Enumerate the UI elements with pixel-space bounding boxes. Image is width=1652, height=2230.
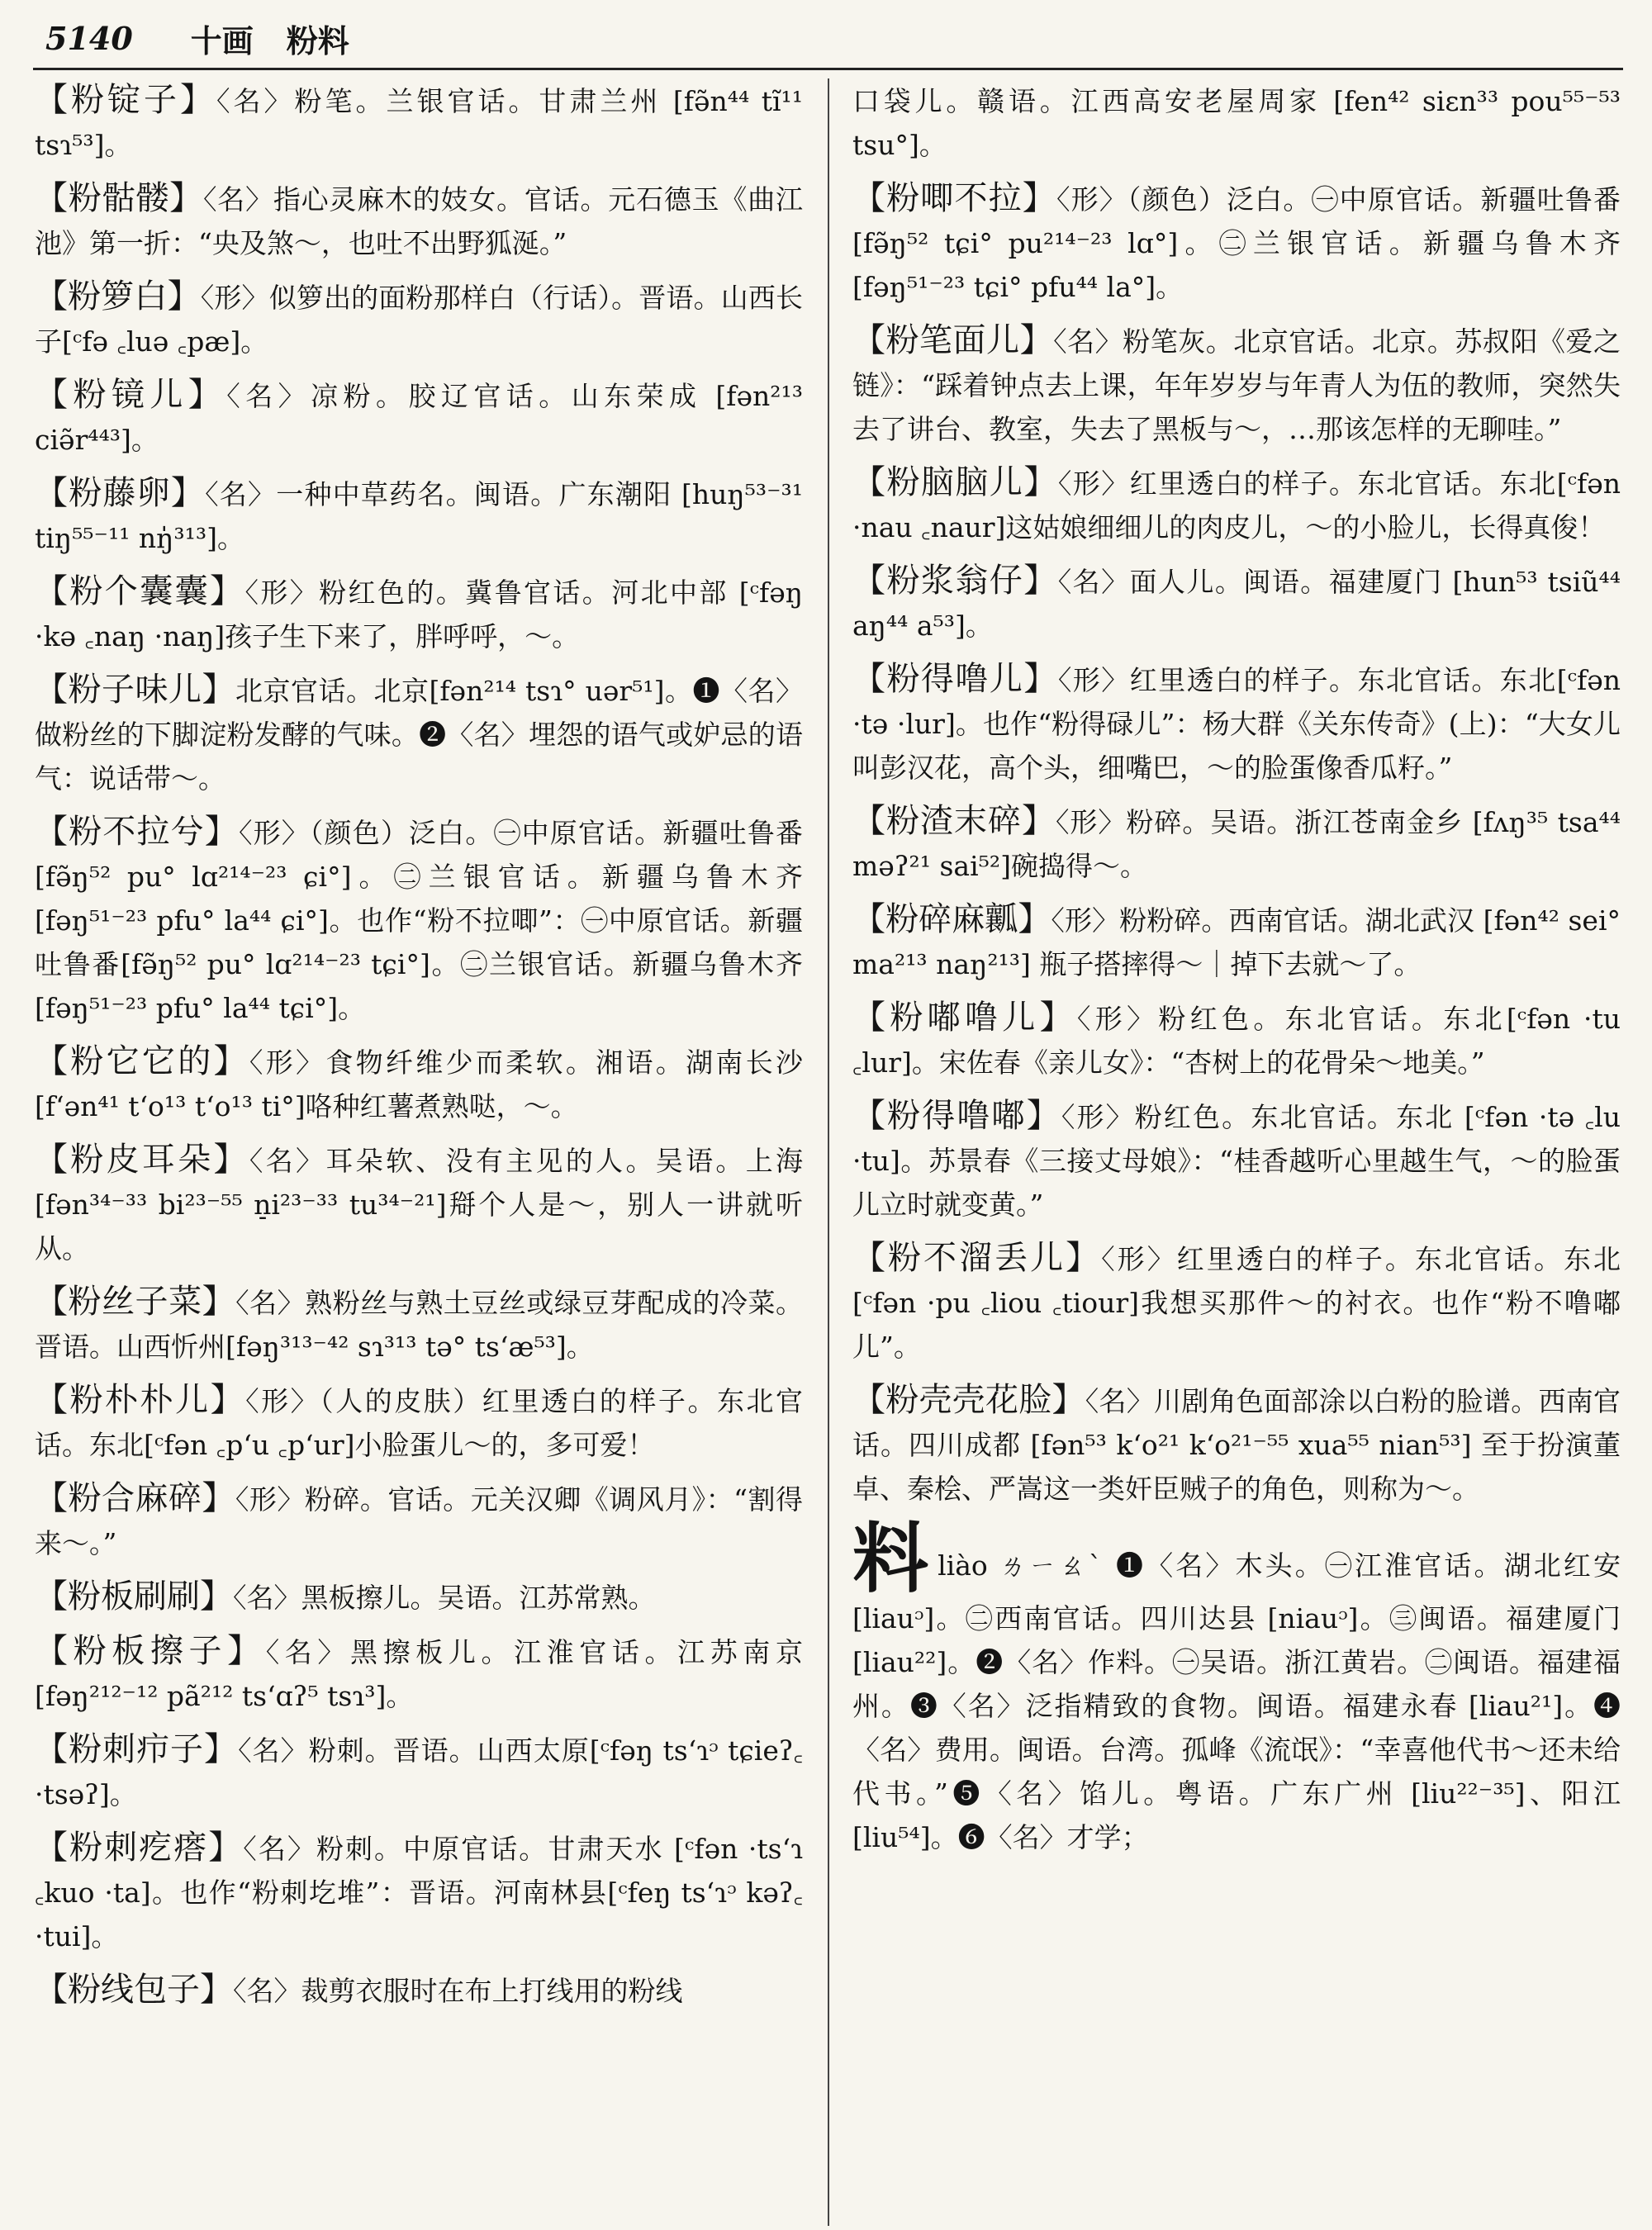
dictionary-entry — [35, 810, 803, 1030]
headword-character: 料 — [852, 1514, 932, 1603]
dictionary-entry — [35, 1575, 803, 1620]
dictionary-entry — [35, 1728, 803, 1816]
entry-headword: 【粉刺疖子】 — [35, 1730, 239, 1768]
dictionary-entry — [35, 1630, 803, 1718]
entry-headword: 【粉皮耳朵】 — [35, 1141, 249, 1179]
entry-headword: 【粉板擦子】 — [35, 1632, 266, 1670]
left-column — [35, 78, 803, 2023]
dictionary-entry — [852, 1236, 1621, 1369]
right-column — [852, 78, 1621, 1869]
entry-definition: 〈形〉粉红色。东北官话。东北[ᶜfən ·tu ꜀lur]。宋佐春《亲儿女》：“杏树上的花骨朵～地美。” — [852, 1003, 1621, 1079]
entry-definition: 〈形〉食物纤维少而柔软。湘语。湖南长沙[fʻən⁴¹ tʻo¹³ tʻo¹³ ti°]咯种红薯煮熟哒，～。 — [35, 1046, 803, 1122]
entry-headword: 【粉子味儿】 — [35, 671, 235, 709]
entry-headword: 【粉不溜丢儿】 — [852, 1239, 1102, 1277]
entry-definition: 〈名〉黑擦板儿。江淮官话。江苏南京 [fəŋ²¹²⁻¹² pã²¹² tsʻɑʔ⁵ tsɿ³]。 — [35, 1636, 804, 1712]
entry-definition: 〈名〉凉粉。胶辽官话。山东荣成 [fən²¹³ ciə̃r⁴⁴³]。 — [35, 380, 803, 456]
dictionary-entry — [852, 1378, 1621, 1511]
entry-headword: 【粉脑脑儿】 — [852, 463, 1058, 501]
entry-headword: 【粉个囊囊】 — [35, 572, 245, 610]
entry-definition: 〈形〉粉粉碎。西南官话。湖北武汉 [fən⁴² sei° ma²¹³ naŋ²¹³] 瓶子搭摔得～｜掉下去就～了。 — [852, 904, 1621, 980]
dictionary-entry — [35, 472, 803, 560]
headword-pronunciation: liào ㄌㄧㄠˋ — [938, 1549, 1105, 1582]
dictionary-entry — [852, 319, 1621, 451]
entry-definition: 〈名〉熟粉丝与熟土豆丝或绿豆芽配成的冷菜。晋语。山西忻州[fəŋ³¹³⁻⁴² sɿ³¹³ tə° tsʻæ⁵³]。 — [35, 1287, 804, 1363]
dictionary-entry — [852, 996, 1621, 1084]
entry-headword: 【粉丝子菜】 — [35, 1283, 236, 1321]
dictionary-entry — [35, 1968, 803, 2013]
entry-definition: 〈名〉裁剪衣服时在布上打线用的粉线 — [233, 1975, 683, 2007]
entry-definition: 〈名〉指心灵麻木的妓女。官话。元石德玉《曲江池》第一折：“央及煞～，也吐不出野狐涎。” — [35, 183, 804, 259]
dictionary-entry — [35, 373, 803, 462]
section-label: 十画 — [190, 21, 254, 59]
entry-headword: 【粉锭子】 — [35, 81, 216, 119]
entry-definition: 〈形〉粉碎。官话。元关汉卿《调风月》：“割得来～。” — [35, 1483, 804, 1559]
dictionary-entry — [35, 1378, 803, 1467]
dictionary-entry — [35, 78, 803, 167]
entry-headword: 【粉刺疙瘩】 — [35, 1829, 244, 1867]
entry-definition: 〈名〉面人儿。闽语。福建厦门 [hun⁵³ tsiũ⁴⁴ aŋ⁴⁴ a⁵³]。 — [852, 566, 1621, 642]
page-title: 粉料 — [286, 21, 349, 59]
entry-definition: 〈形〉（颜色）泛白。㊀中原官话。新疆吐鲁番 [fə̃ŋ⁵² pu° lɑ²¹⁴⁻²³ ɕi°]。㊁兰银官话。新疆乌鲁木齐 [fəŋ⁵¹⁻²³ pfu° la⁴⁴ ɕi°]。也作“粉不拉唧”：㊀中原官话。新疆吐鲁番[fə̃ŋ⁵² pu° lɑ²¹⁴⁻²³ tɕi°]。㊁兰银官话。新疆乌鲁木齐 [fəŋ⁵¹⁻²³ pfu° la⁴⁴ tɕi°]。 — [35, 817, 804, 1024]
dictionary-entry — [35, 1826, 803, 1958]
entry-headword: 【粉得噜儿】 — [852, 660, 1058, 698]
entry-headword: 【粉骷髅】 — [35, 179, 203, 217]
entry-definition: 〈名〉粉笔灰。北京官话。北京。苏叔阳《爱之链》：“踩着钟点去上课，年年岁岁与年青人为伍的教师，突然失去了讲台、教室，失去了黑板与～，…那该怎样的无聊哇。” — [852, 325, 1621, 445]
entry-headword: 【粉它它的】 — [35, 1042, 249, 1080]
dictionary-entry — [852, 898, 1621, 986]
entry-definition: 〈形〉红里透白的样子。东北官话。东北[ᶜfən ·tə ·lur]。也作“粉得碌儿”：杨大群《关东传奇》(上)：“大女儿叫彭汉花，高个头，细嘴巴，～的脸蛋像香瓜籽。” — [852, 664, 1621, 784]
entry-definition: 〈名〉川剧角色面部涂以白粉的脸谱。西南官话。四川成都 [fən⁵³ kʻo²¹ kʻo²¹⁻⁵⁵ xua⁵⁵ nian⁵³] 至于扮演董卓、秦桧、严嵩这一类奸臣贼子的角色，则称为～。 — [852, 1385, 1621, 1505]
entry-definition: 〈形〉（颜色）泛白。㊀中原官话。新疆吐鲁番 [fə̃ŋ⁵² tɕi° pu²¹⁴⁻²³ lɑ°]。㊁兰银官话。新疆乌鲁木齐 [fəŋ⁵¹⁻²³ tɕi° pfu⁴⁴ la°]。 — [852, 183, 1621, 303]
dictionary-entry — [35, 275, 803, 363]
entry-headword: 【粉朴朴儿】 — [35, 1381, 246, 1419]
entry-definition: 〈名〉黑板擦儿。吴语。江苏常熟。 — [233, 1582, 656, 1614]
entry-definition: 北京官话。北京[fən²¹⁴ tsɿ° uər⁵¹]。❶〈名〉做粉丝的下脚淀粉发酵的气味。❷〈名〉埋怨的语气或妒忌的语气：说话带～。 — [35, 675, 804, 795]
entry-headword: 【粉镜儿】 — [35, 376, 227, 414]
entry-headword: 【粉唧不拉】 — [852, 179, 1056, 217]
entry-definition: 〈名〉粉刺。中原官话。甘肃天水 [ᶜfən ·tsʻɿ ꜀kuo ·ta]。也作“粉刺圪堆”：晋语。河南林县[ᶜfeŋ tsʻɿᵓ kəʔ꜀ ·tui]。 — [35, 1833, 804, 1952]
entry-definition: 〈名〉粉笔。兰银官话。甘肃兰州 [fə̃n⁴⁴ tĩ¹¹ tsɿ⁵³]。 — [35, 85, 803, 161]
dictionary-entry-continued — [852, 78, 1621, 167]
entry-headword: 【粉箩白】 — [35, 278, 201, 316]
page-number: 5140 — [45, 19, 133, 57]
entry-definition: 〈名〉耳朵软、没有主见的人。吴语。上海[fən³⁴⁻³³ bi²³⁻⁵⁵ n̠i²³⁻³³ tu³⁴⁻²¹]搿个人是～，别人一讲就听从。 — [35, 1145, 803, 1264]
dictionary-entry — [35, 1280, 803, 1369]
dictionary-entry — [852, 799, 1621, 888]
entry-definition: 〈形〉粉红色的。冀鲁官话。河北中部 [ᶜfəŋ ·kə ꜀naŋ ·naŋ]孩子生下来了，胖呼呼，～。 — [35, 576, 803, 652]
entry-headword: 【粉线包子】 — [35, 1971, 233, 2009]
entry-definition: 〈形〉红里透白的样子。东北官话。东北[ᶜfən ·pu ꜀liou ꜀tiour]我想买那件～的衬衣。也作“粉不噜嘟儿”。 — [852, 1243, 1621, 1363]
entry-definition: 〈形〉红里透白的样子。东北官话。东北[ᶜfən ·nau ꜀naur]这姑娘细细儿的肉皮儿，～的小脸儿，长得真俊！ — [852, 467, 1621, 543]
entry-definition: 〈形〉（人的皮肤）红里透白的样子。东北官话。东北[ᶜfən ꜀pʻu ꜀pʻur]小脸蛋儿～的，多可爱！ — [35, 1385, 804, 1461]
entry-headword: 【粉嘟噜儿】 — [852, 999, 1077, 1037]
entry-headword: 【粉不拉兮】 — [35, 813, 239, 851]
dictionary-entry — [852, 461, 1621, 549]
entry-headword: 【粉碎麻瓤】 — [852, 900, 1051, 938]
dictionary-entry — [35, 570, 803, 658]
entry-headword: 【粉浆翁仔】 — [852, 562, 1058, 600]
entry-headword: 【粉壳壳花脸】 — [852, 1381, 1085, 1419]
dictionary-entry — [852, 559, 1621, 648]
dictionary-entry — [35, 668, 803, 800]
column-divider — [828, 78, 829, 2226]
entry-headword: 【粉笔面儿】 — [852, 321, 1054, 359]
entry-definition: 〈名〉粉刺。晋语。山西太原[ᶜfəŋ tsʻɿᵓ tɕieʔ꜀ ·tsəʔ]。 — [35, 1734, 804, 1810]
entry-definition: 〈形〉似箩出的面粉那样白（行话）。晋语。山西长子[ᶜfə ꜀luə ꜀pæ]。 — [35, 282, 804, 358]
dictionary-entry — [852, 1094, 1621, 1226]
dictionary-entry — [35, 1138, 803, 1270]
dictionary-entry — [35, 177, 803, 265]
header-rule — [33, 68, 1623, 70]
dictionary-entry — [852, 657, 1621, 790]
entry-definition: 〈名〉一种中草药名。闽语。广东潮阳 [huŋ⁵³⁻³¹ tiŋ⁵⁵⁻¹¹ nŋ̍³¹³]。 — [35, 478, 803, 554]
entry-headword: 【粉合麻碎】 — [35, 1479, 235, 1517]
headword-liao-entry — [852, 1514, 1621, 1859]
page-header — [45, 15, 1615, 61]
dictionary-entry — [35, 1477, 803, 1565]
entry-headword: 【粉得噜嘟】 — [852, 1097, 1061, 1135]
entry-headword: 【粉藤卵】 — [35, 474, 206, 512]
entry-headword: 【粉渣末碎】 — [852, 802, 1056, 840]
entry-definition: 〈形〉粉红色。东北官话。东北 [ᶜfən ·tə ꜀lu ·tu]。苏景春《三接丈母娘》：“桂香越听心里越生气，～的脸蛋儿立时就变黄。” — [852, 1101, 1621, 1221]
entry-headword: 【粉板刷刷】 — [35, 1578, 233, 1616]
entry-definition: 口袋儿。赣语。江西高安老屋周家 [fen⁴² siɛn³³ pou⁵⁵⁻⁵³ tsu°]。 — [852, 85, 1621, 161]
dictionary-entry — [35, 1040, 803, 1128]
entry-definition: ❶〈名〉木头。㊀江淮官话。湖北红安[liauᵓ]。㊁西南官话。四川达县 [niauᵓ]。㊂闽语。福建厦门 [liau²²]。❷〈名〉作料。㊀吴语。浙江黄岩。㊁闽语。福建福州。❸〈名〉泛指精致的食物。闽语。福建永春 [liau²¹]。❹〈名〉费用。闽语。台湾。孤峰《流氓》：“幸喜他代书～还未给代书。”❺〈名〉馅儿。粤语。广东广州 [liu²²⁻³⁵]、阳江 [liu⁵⁴]。❻〈名〉才学； — [852, 1549, 1621, 1853]
dictionary-entry — [852, 177, 1621, 309]
entry-definition: 〈形〉粉碎。吴语。浙江苍南金乡 [fʌŋ³⁵ tsa⁴⁴ məʔ²¹ sai⁵²]碗捣得～。 — [852, 806, 1621, 882]
